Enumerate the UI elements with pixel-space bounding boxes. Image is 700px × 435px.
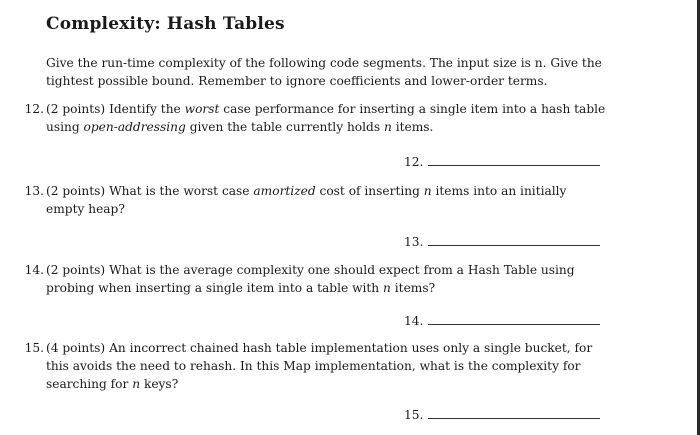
question-13 xyxy=(16,182,606,218)
answer-line[interactable] xyxy=(428,324,600,325)
page-title: Complexity: Hash Tables xyxy=(46,14,285,34)
answer-blank-12[interactable] xyxy=(404,153,600,171)
instructions: Give the run-time complexity of the following code segments. The input size is n. Give the tightest possible bound. Remember to ignore coefficients and lower-order terms. xyxy=(46,56,602,88)
question-text: (2 points) What is the worst case amortized cost of inserting n items into an initially empty heap? xyxy=(46,184,567,216)
answer-blank-15[interactable] xyxy=(404,406,600,424)
answer-line[interactable] xyxy=(428,418,600,419)
answer-blank-13[interactable] xyxy=(404,233,600,251)
question-text: (2 points) Identify the worst case performance for inserting a single item into a hash table using open-addressing given the table currently holds n items. xyxy=(46,102,606,134)
answer-label: 12. xyxy=(404,155,424,169)
answer-line[interactable] xyxy=(428,165,600,166)
question-14 xyxy=(16,261,606,297)
question-text: (4 points) An incorrect chained hash table implementation uses only a single bucket, for this avoids the need to rehash. In this Map implementation, what is the complexity for searching for n keys? xyxy=(46,341,593,391)
answer-line[interactable] xyxy=(428,245,600,246)
answer-label: 13. xyxy=(404,235,424,249)
question-15 xyxy=(16,339,606,393)
answer-label: 14. xyxy=(404,314,424,328)
question-number: 13. xyxy=(24,184,44,198)
question-12 xyxy=(16,100,606,136)
question-text: (2 points) What is the average complexity one should expect from a Hash Table using probing when inserting a single item into a table with n items? xyxy=(46,263,575,295)
question-number: 12. xyxy=(24,102,44,116)
question-number: 14. xyxy=(24,263,44,277)
question-number: 15. xyxy=(24,341,44,355)
answer-label: 15. xyxy=(404,408,424,422)
answer-blank-14[interactable] xyxy=(404,312,600,330)
